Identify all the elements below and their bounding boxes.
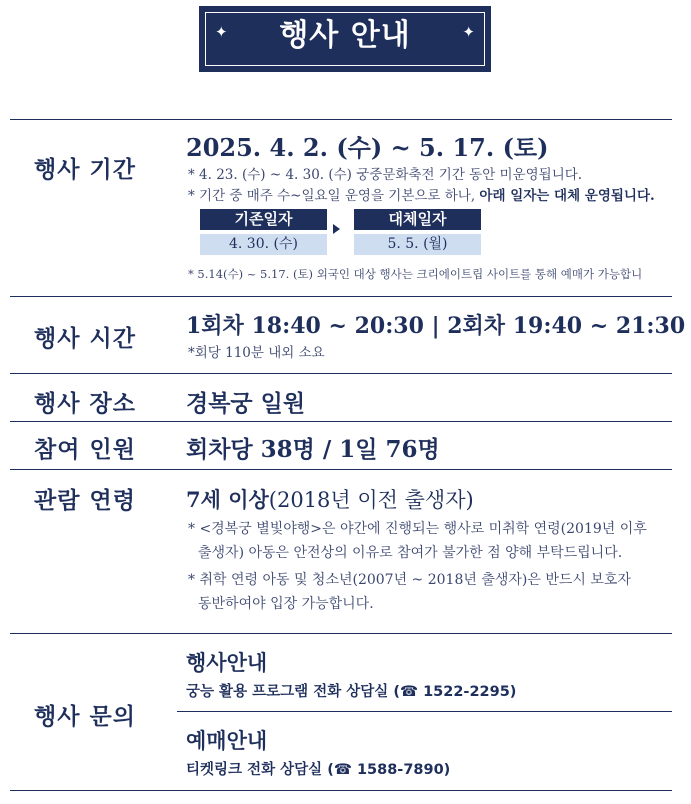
period-note-2: * 기간 중 매주 수~일요일 운영을 기본으로 하나, 아래 일자는 대체 운영됩니다. [188, 188, 655, 204]
ticket-inquiry-title: 예매안내 [186, 729, 268, 753]
age-note-2-line-2: 동반하여야 입장 가능합니다. [198, 596, 374, 612]
divider [10, 119, 672, 120]
period-note-1: * 4. 23. (수) ~ 4. 30. (수) 궁중문화축전 기간 동안 미운영됩니다. [188, 167, 583, 183]
capacity-value: 회차당 38명 / 1일 76명 [186, 436, 440, 463]
arrow-right-icon [333, 224, 340, 234]
capacity-label: 참여 인원 [34, 437, 136, 463]
divider [10, 296, 672, 297]
page-title: 행사 안내 [279, 18, 411, 53]
original-date-header: 기존일자 [200, 209, 327, 230]
divider [10, 790, 672, 791]
divider [10, 373, 672, 374]
age-note-1-line-2: 출생자) 아동은 안전상의 이유로 참여가 불가한 점 양해 부탁드립니다. [198, 545, 623, 561]
time-value: 1회차 18:40 ~ 20:30 | 2회차 19:40 ~ 21:30 [186, 313, 686, 339]
sparkle-icon: ✦ [215, 23, 228, 41]
age-note-1-line-1: * <경복궁 별빛야행>은 야간에 진행되는 행사로 미취학 연령(2019년 이후 [188, 521, 647, 537]
substitute-date-header: 대체일자 [354, 209, 481, 230]
divider [177, 711, 672, 712]
venue-value: 경복궁 일원 [186, 390, 306, 417]
age-note-2-line-1: * 취학 연령 아동 및 청소년(2007년 ~ 2018년 출생자)은 반드시 보호자 [188, 572, 631, 588]
sparkle-icon: ✦ [462, 23, 475, 41]
period-label: 행사 기간 [34, 157, 136, 183]
venue-label: 행사 장소 [34, 391, 136, 417]
title-banner [199, 6, 491, 72]
time-label: 행사 시간 [34, 326, 136, 352]
divider [10, 633, 672, 634]
age-label: 관람 연령 [34, 488, 136, 514]
inquiry-label: 행사 문의 [34, 704, 136, 730]
event-inquiry-title: 행사안내 [186, 651, 268, 675]
original-date-value: 4. 30. (수) [200, 234, 327, 255]
substitute-date-value: 5. 5. (월) [354, 234, 481, 255]
period-dates: 2025. 4. 2. (수) ~ 5. 17. (토) [186, 133, 549, 162]
divider [10, 469, 672, 470]
ticket-inquiry-phone: 티켓링크 전화 상담실 (☎ 1588-7890) [186, 762, 451, 778]
period-note-3: * 5.14(수) ~ 5.17. (토) 외국인 대상 행사는 크리에이트립 사이트를 통해 예매가 가능합니 [188, 267, 643, 281]
divider [10, 421, 672, 422]
age-value: 7세 이상(2018년 이전 출생자) [186, 487, 474, 512]
event-inquiry-phone: 궁능 활용 프로그램 전화 상담실 (☎ 1522-2295) [186, 684, 517, 700]
time-note: *회당 110분 내외 소요 [188, 345, 325, 361]
